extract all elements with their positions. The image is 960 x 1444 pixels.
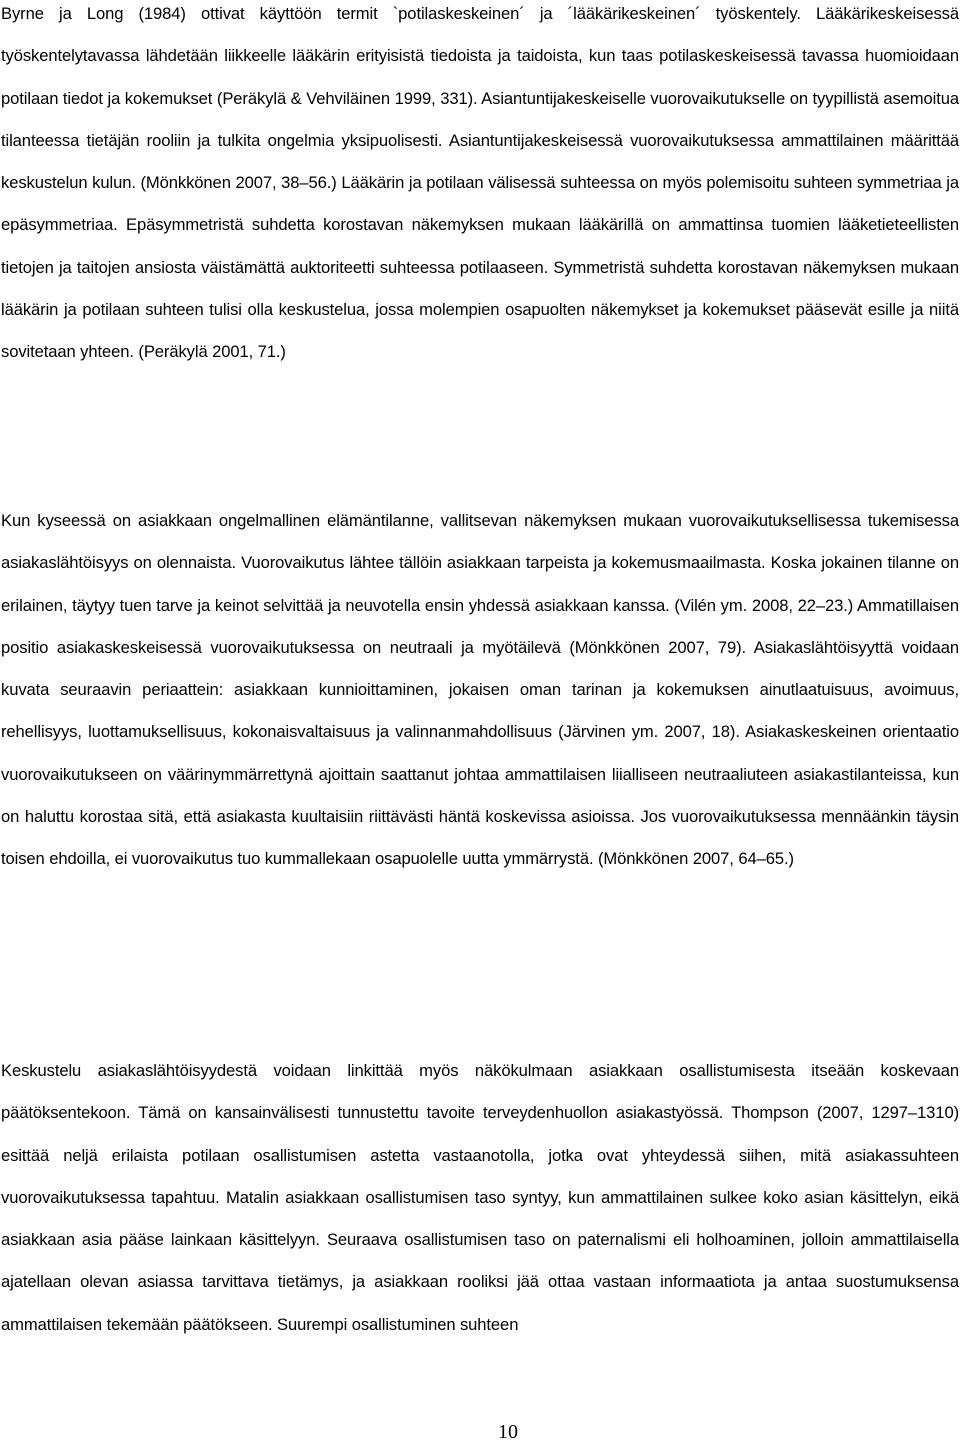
paragraph-3: Keskustelu asiakaslähtöisyydestä voidaan linkittää myös näkökulmaan asiakkaan osallistumisesta itseään koskevaan päätöksentekoon. Tämä on kansainvälisesti tunnustettu tavoite terveydenhuollon asiakastyössä. Thompson (2007, 1297‒1310) esittää neljä erilaista potilaan osallistumisen astetta vastaanotolla, jotka ovat yhteydessä siihen, mitä asiakassuhteen vuorovaikutuksessa tapahtuu. Matalin asiakkaan osallistumisen taso syntyy, kun ammattilainen sulkee koko asian käsittelyn, eikä asiakkaan asia pääse lainkaan käsittelyyn. Seuraava osallistumisen taso on paternalismi eli holhoaminen, jolloin ammattilaisella ajatellaan olevan asiassa tarvittava tietämys, ja asiakkaan rooliksi jää ottaa vastaan informaatiota ja antaa suostumuksensa ammattilaisen tekemään päätökseen. Suurempi osallistuminen suhteen (1, 1061, 959, 1334)
paragraph-1: Byrne ja Long (1984) ottivat käyttöön termit `potilaskeskeinen´ ja ´lääkärikeskeinen´ työskentely. Lääkärikeskeisessä työskentelytavassa lähdetään liikkeelle lääkärin erityisistä tiedoista ja taidoista, kun taas potilaskeskeisessä tavassa huomioidaan potilaan tiedot ja kokemukset (Peräkylä & Vehviläinen 1999, 331). Asiantuntijakeskeiselle vuorovaikutukselle on tyypillistä asemoitua tilanteessa tietäjän rooliin ja tulkita ongelmia yksipuolisesti. Asiantuntijakeskeisessä vuorovaikutuksessa ammattilainen määrittää keskustelun kulun. (Mönkkönen 2007, 38‒56.) Lääkärin ja potilaan välisessä suhteessa on myös polemisoitu suhteen symmetriaa ja epäsymmetriaa. Epäsymmetristä suhdetta korostavan näkemyksen mukaan lääkärillä on ammattinsa tuomien lääketieteellisten tietojen ja taitojen ansiosta väistämättä auktoriteetti suhteessa potilaaseen. Symmetristä suhdetta korostavan näkemyksen mukaan lääkärin ja potilaan suhteen tulisi olla keskustelua, jossa molempien osapuolten näkemykset ja kokemukset pääsevät esille ja niitä sovitetaan yhteen. (Peräkylä 2001, 71.) (1, 4, 959, 362)
page-number: 10 (498, 1421, 518, 1443)
paragraph-2: Kun kyseessä on asiakkaan ongelmallinen elämäntilanne, vallitsevan näkemyksen mukaan vuorovaikutuksellisessa tukemisessa asiakaslähtöisyys on olennaista. Vuorovaikutus lähtee tällöin asiakkaan tarpeista ja kokemusmaailmasta. Koska jokainen tilanne on erilainen, täytyy tuen tarve ja keinot selvittää ja neuvotella ensin yhdessä asiakkaan kanssa. (Vilén ym. 2008, 22‒23.) Ammatillaisen positio asiakaskeskeisessä vuorovaikutuksessa on neutraali ja myötäilevä (Mönkkönen 2007, 79). Asiakaslähtöisyyttä voidaan kuvata seuraavin periaattein: asiakkaan kunnioittaminen, jokaisen oman tarinan ja kokemuksen ainutlaatuisuus, avoimuus, rehellisyys, luottamuksellisuus, kokonaisvaltaisuus ja valinnanmahdollisuus (Järvinen ym. 2007, 18). Asiakaskeskeinen orientaatio vuorovaikutukseen on väärinymmärrettynä ajoittain saattanut johtaa ammattilaisen liialliseen neutraaliuteen asiakastilanteissa, kun on haluttu korostaa sitä, että asiakasta kuultaisiin riittävästi häntä koskevissa asioissa. Jos vuorovaikutuksessa mennäänkin täysin toisen ehdoilla, ei vuorovaikutus tuo kummallekaan osapuolelle uutta ymmärrystä. (Mönkkönen 2007, 64‒65.) (1, 511, 959, 869)
